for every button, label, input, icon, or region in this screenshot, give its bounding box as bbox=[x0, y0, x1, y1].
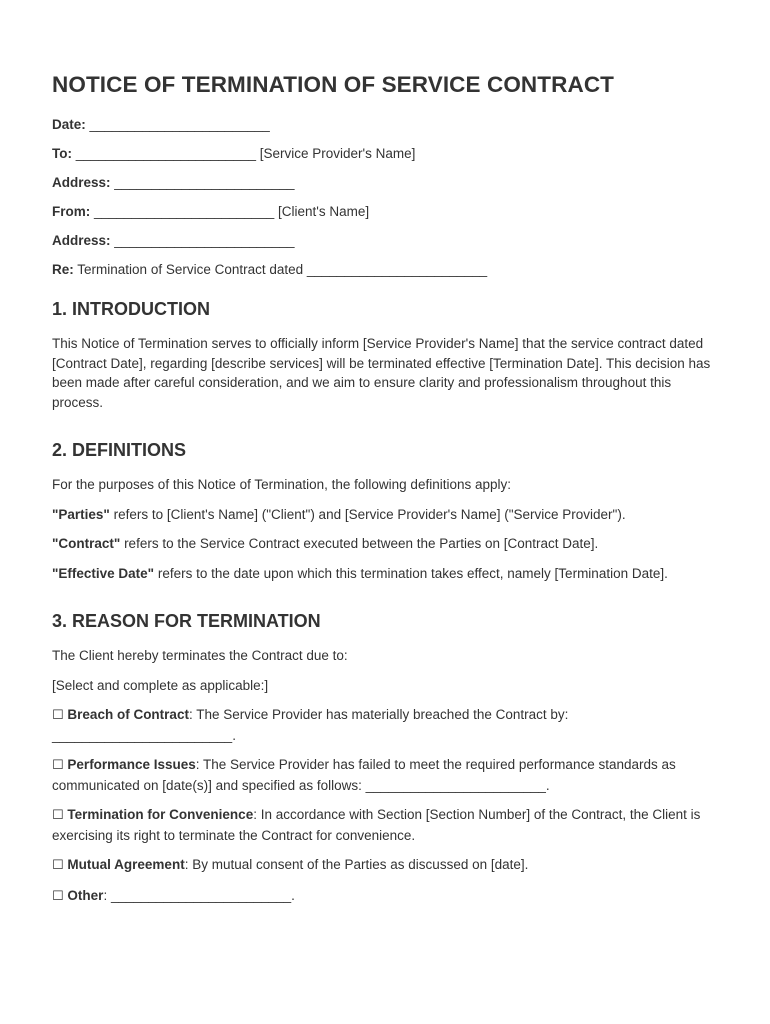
checkbox-icon[interactable]: ☐ bbox=[52, 858, 64, 873]
definition-item bbox=[52, 564, 718, 584]
to-field bbox=[52, 145, 718, 163]
field-blank: ________________________ bbox=[114, 233, 295, 248]
option-label: Breach of Contract bbox=[67, 707, 189, 722]
definition-item bbox=[52, 505, 718, 525]
field-hint: [Client's Name] bbox=[277, 204, 370, 219]
reason-section bbox=[52, 611, 718, 906]
from-field bbox=[52, 203, 718, 221]
option-text: : The Service Provider has materially breached the Contract by: ________________________. bbox=[52, 707, 569, 743]
checkbox-icon[interactable]: ☐ bbox=[52, 758, 64, 773]
field-blank: ________________________ bbox=[89, 117, 270, 132]
reason-intro: The Client hereby terminates the Contract due to: bbox=[52, 648, 348, 663]
reason-option-breach bbox=[52, 705, 718, 745]
field-label: To: bbox=[52, 146, 72, 161]
field-label: Date: bbox=[52, 117, 86, 132]
definitions-section bbox=[52, 440, 718, 583]
field-blank: ________________________ bbox=[75, 146, 256, 161]
field-blank: ________________________ bbox=[114, 175, 295, 190]
option-text: : By mutual consent of the Parties as discussed on [date]. bbox=[184, 857, 529, 872]
option-label: Performance Issues bbox=[67, 757, 196, 772]
definition-term: "Contract" bbox=[52, 536, 121, 551]
reason-instruction: [Select and complete as applicable:] bbox=[52, 677, 269, 693]
checkbox-icon[interactable]: ☐ bbox=[52, 708, 64, 723]
option-text: : ________________________. bbox=[103, 887, 295, 903]
introduction-section bbox=[52, 299, 718, 412]
definition-term: "Parties" bbox=[52, 506, 110, 522]
option-text: : In accordance with Section [Section Number] of the Contract, the Client is exercising its right to terminate the Contract for convenience. bbox=[52, 807, 701, 843]
option-label: Other bbox=[67, 887, 104, 903]
option-text: : The Service Provider has failed to meet the required performance standards as communicated on [date(s)] and specified as follows: ________________________. bbox=[52, 757, 676, 793]
field-label: Re: bbox=[52, 262, 74, 277]
date-field bbox=[52, 116, 718, 134]
checkbox-icon[interactable]: ☐ bbox=[52, 888, 64, 904]
field-label: From: bbox=[52, 204, 91, 219]
reason-option-convenience bbox=[52, 805, 718, 845]
header-fields bbox=[52, 116, 718, 279]
definition-text: refers to the Service Contract executed between the Parties on [Contract Date]. bbox=[120, 536, 599, 551]
definitions-intro: For the purposes of this Notice of Termination, the following definitions apply: bbox=[52, 477, 511, 492]
section-heading: 3. REASON FOR TERMINATION bbox=[52, 611, 321, 631]
field-blank: ________________________ bbox=[94, 204, 275, 219]
definition-item bbox=[52, 534, 718, 554]
section-heading: 1. INTRODUCTION bbox=[52, 299, 211, 319]
from-address-field bbox=[52, 232, 718, 250]
document-title: NOTICE OF TERMINATION OF SERVICE CONTRACT bbox=[52, 72, 615, 97]
field-label: Address: bbox=[52, 175, 111, 190]
reason-option-mutual bbox=[52, 855, 718, 876]
checkbox-icon[interactable]: ☐ bbox=[52, 808, 64, 823]
definition-text: refers to [Client's Name] ("Client") and [Service Provider's Name] ("Service Provider"). bbox=[109, 506, 626, 522]
field-value: Termination of Service Contract dated ________________________ bbox=[77, 262, 488, 277]
option-label: Termination for Convenience bbox=[67, 807, 254, 822]
section-heading: 2. DEFINITIONS bbox=[52, 440, 187, 460]
definition-text: refers to the date upon which this termination takes effect, namely [Termination Date]. bbox=[154, 565, 668, 581]
reason-option-other bbox=[52, 886, 718, 907]
option-label: Mutual Agreement bbox=[67, 857, 185, 872]
introduction-text: This Notice of Termination serves to officially inform [Service Provider's Name] that the service contract dated [Contract Date], regarding [describe services] will be terminated effective [Termination Date]. This decision has been made after careful consideration, and we aim to ensure clarity and professionalism throughout this process. bbox=[52, 336, 711, 410]
field-label: Address: bbox=[52, 233, 111, 248]
to-address-field bbox=[52, 174, 718, 192]
reason-option-performance bbox=[52, 755, 718, 795]
definition-term: "Effective Date" bbox=[52, 565, 155, 581]
re-field bbox=[52, 261, 718, 279]
field-hint: [Service Provider's Name] bbox=[259, 146, 416, 161]
